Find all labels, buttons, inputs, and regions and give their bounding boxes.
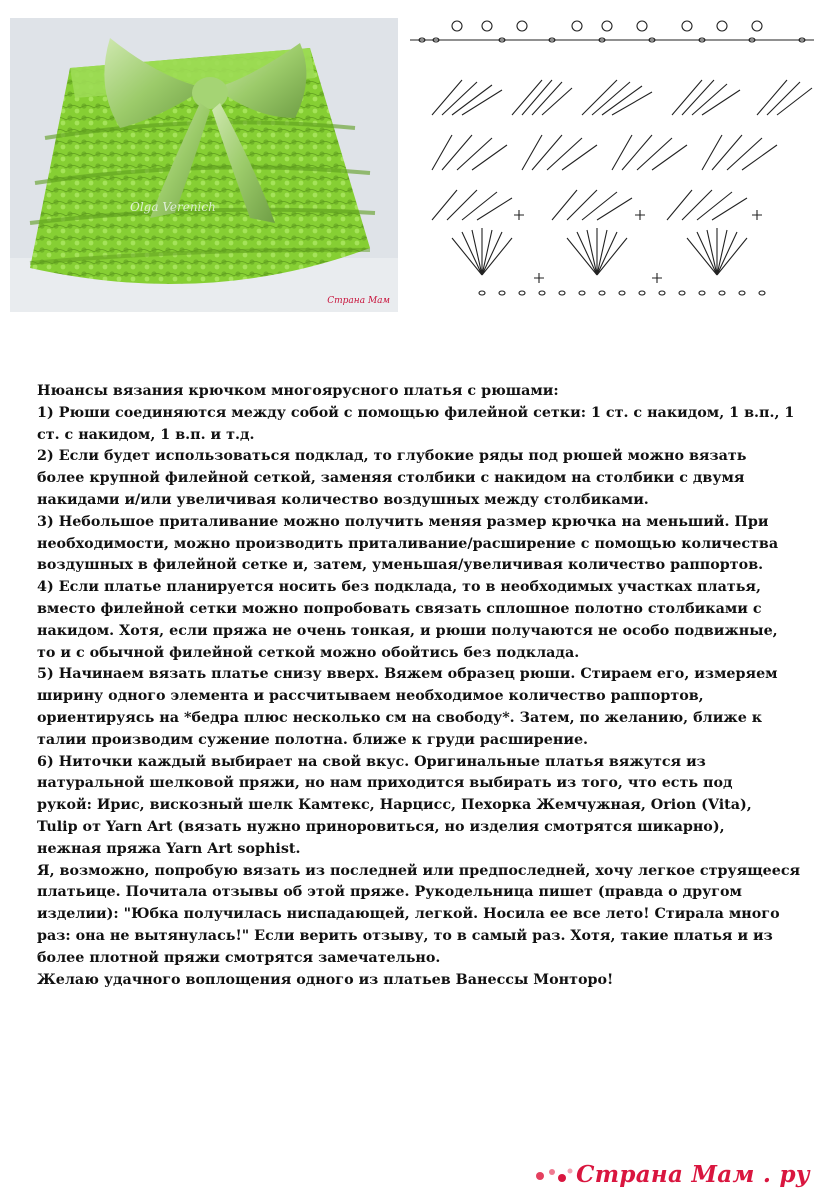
chain-row-bottom [479, 291, 765, 295]
author-watermark: Olga Verenich [130, 200, 216, 214]
chain-row-top [410, 21, 814, 42]
dress-illustration [10, 18, 398, 312]
site-logo-text: Страна Мам . ру [576, 1161, 810, 1188]
fan-rows [432, 80, 812, 283]
article-paragraph-6: 6) Ниточки каждый выбирает на свой вкус. Оригинальные платья вяжутся из натуральной шелковой пряжи, но нам приходится выбирать из того, что есть под рукой: Ирис, вискозный шелк Камтекс, Нарцисс, Пехорка Жемчужная, Orion (Vita), Tulip от Yarn Art (вязать нужно приноровиться, но изделия смотрятся шикарно), нежная пряжа Yarn Art sophist. [37, 753, 752, 857]
article-paragraph-2: 2) Если будет использоваться подклад, то глубокие ряды под рюшей можно вязать более крупной филейной сеткой, заменяя столбики с накидом на столбики с двумя накидами и/или увеличивая количество воздушных между столбиками. [37, 448, 747, 508]
site-logo [534, 1161, 810, 1188]
dress-photo [10, 18, 398, 312]
crochet-chart-icon [402, 10, 822, 310]
article-closing: Желаю удачного воплощения одного из платьев Ванессы Монторо! [37, 971, 614, 988]
article-body [37, 381, 807, 991]
article-heading: Нюансы вязания крючком многоярусного платья с рюшами: [37, 383, 559, 399]
logo-dots-icon [534, 1165, 574, 1187]
article-paragraph-7: Я, возможно, попробую вязать из последней или предпоследней, хочу легкое струящееся платьице. Почитала отзывы об этой пряже. Рукодельница пишет (правда о другом изделии): "Юбка получилась ниспадающей, легкой. Носила ее все лето! Стирала много раз: она не вытянулась!" Если верить отзыву, то в самый раз. Хотя, такие платья и из более плотной пряжи смотрятся замечательно. [37, 862, 801, 966]
article-paragraph-4: 4) Если платье планируется носить без подклада, то в необходимых участках платья, вместо филейной сетки можно попробовать связать сплошное полотно столбиками с накидом. Хотя, если пряжа не очень тонкая, и рюши получаются не особо подвижные, то и с обычной филейной сеткой можно обойтись без подклада. [37, 579, 778, 661]
article-paragraph-3: 3) Небольшое приталивание можно получить меняя размер крючка на меньший. При необходимости, можно производить приталивание/расширение с помощью количества воздушных в филейной сетке и, затем, уменьшая/увеличивая количество раппортов. [37, 513, 779, 574]
site-watermark: Страна Мам [327, 296, 390, 306]
article-paragraph-5: 5) Начинаем вязать платье снизу вверх. Вяжем образец рюши. Стираем его, измеряем ширину одного элемента и рассчитываем необходимое количество раппортов, ориентируясь на *бедра плюс несколько см на свободу*. Затем, по желанию, ближе к талии производим сужение полотна. ближе к груди расширение. [37, 666, 778, 748]
article-paragraph-1: 1) Рюши соединяются между собой с помощью филейной сетки: 1 ст. с накидом, 1 в.п., 1 ст. с накидом, 1 в.п. и т.д. [37, 404, 795, 443]
